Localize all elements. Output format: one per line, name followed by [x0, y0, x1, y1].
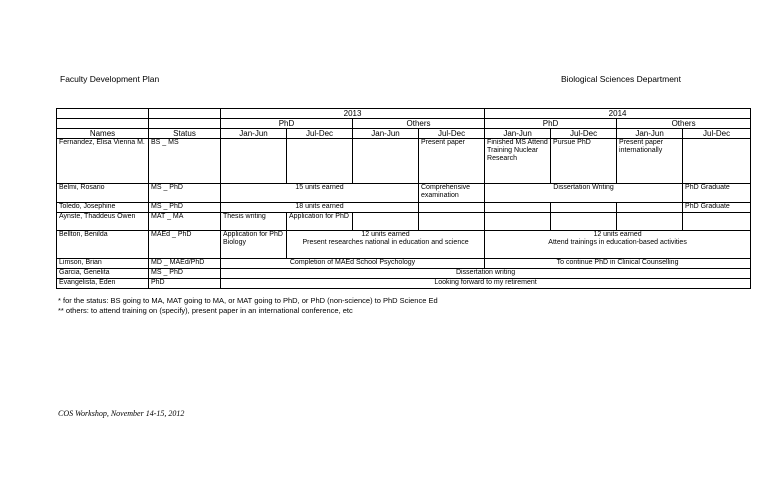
faculty-name: Belmi, Rosario [57, 184, 149, 203]
faculty-status: BS _ MS [149, 139, 221, 184]
units-earned-text: 12 units earned [593, 231, 642, 238]
table-cell [57, 119, 149, 129]
table-cell [617, 203, 683, 213]
table-row [57, 269, 751, 279]
plan-cell [287, 231, 485, 259]
period-header: Jul-Dec [683, 129, 751, 139]
table-row [57, 231, 751, 259]
plan-cell: Dissertation Writing [485, 184, 683, 203]
column-header-names: Names [57, 129, 149, 139]
faculty-status: MAEd _ PhD [149, 231, 221, 259]
plan-cell: Comprehensive examination [419, 184, 485, 203]
faculty-name: Toledo, Josephine [57, 203, 149, 213]
period-header: Jan-Jun [353, 129, 419, 139]
group-header-row [57, 119, 751, 129]
column-header-status: Status [149, 129, 221, 139]
faculty-name: Fernandez, Elisa Vienna M. [57, 139, 149, 184]
faculty-status: MS _ PhD [149, 184, 221, 203]
year-header-row [57, 109, 751, 119]
period-header-row [57, 129, 751, 139]
faculty-name: Aynste, Thaddeus Owen [57, 213, 149, 231]
period-header: Jan-Jun [617, 129, 683, 139]
table-cell [683, 213, 751, 231]
table-cell [221, 139, 287, 184]
faculty-plan-table [56, 108, 751, 289]
table-cell [551, 203, 617, 213]
table-cell [287, 139, 353, 184]
table-cell [419, 203, 485, 213]
plan-cell: Looking forward to my retirement [221, 279, 751, 289]
table-cell [419, 213, 485, 231]
footnote-others: ** others: to attend training on (specify), present paper in an international conference, etc [58, 306, 353, 315]
group-others-2013: Others [353, 119, 485, 129]
table-row [57, 139, 751, 184]
faculty-name: Evangelista, Eden [57, 279, 149, 289]
period-header: Jan-Jun [221, 129, 287, 139]
faculty-name: Garcia, Genelita [57, 269, 149, 279]
table-cell [683, 139, 751, 184]
table-cell [57, 109, 149, 119]
group-phd-2014: PhD [485, 119, 617, 129]
plan-cell: To continue PhD in Clinical Counselling [485, 259, 751, 269]
period-header: Jul-Dec [419, 129, 485, 139]
table-row [57, 184, 751, 203]
footnote-status: * for the status: BS going to MA, MAT going to MA, or MAT going to PhD, or PhD (non-science) to PhD Science Ed [58, 296, 438, 305]
faculty-name: Limson, Brian [57, 259, 149, 269]
plan-cell: Present paper [419, 139, 485, 184]
period-header: Jul-Dec [551, 129, 617, 139]
plan-cell [485, 231, 751, 259]
plan-text: Attend trainings in education-based activities [548, 239, 687, 246]
table-cell [617, 213, 683, 231]
plan-cell: 15 units earned [221, 184, 419, 203]
faculty-status: MAT _ MA [149, 213, 221, 231]
table-cell [551, 213, 617, 231]
plan-cell: Pursue PhD [551, 139, 617, 184]
faculty-status: MD _ MAEd/PhD [149, 259, 221, 269]
period-header: Jan-Jun [485, 129, 551, 139]
plan-cell: Application for PhD Biology [221, 231, 287, 259]
plan-cell: Present paper internationally [617, 139, 683, 184]
faculty-status: MS _ PhD [149, 269, 221, 279]
table-cell [149, 119, 221, 129]
plan-text: Present researches national in education and science [302, 239, 469, 246]
plan-cell: Application for PhD [287, 213, 353, 231]
table-cell [485, 213, 551, 231]
faculty-status: MS _ PhD [149, 203, 221, 213]
faculty-status: PhD [149, 279, 221, 289]
faculty-name: Bellton, Benilda [57, 231, 149, 259]
table-row [57, 279, 751, 289]
department-name: Biological Sciences Department [561, 74, 682, 84]
table-row [57, 259, 751, 269]
year-2014: 2014 [485, 109, 751, 119]
table-cell [353, 213, 419, 231]
plan-cell: PhD Graduate [683, 184, 751, 203]
plan-cell: PhD Graduate [683, 203, 751, 213]
group-others-2014: Others [617, 119, 751, 129]
footnotes [58, 296, 438, 316]
plan-cell: 18 units earned [221, 203, 419, 213]
document-title: Faculty Development Plan [60, 74, 160, 84]
plan-cell: Completion of MAEd School Psychology [221, 259, 485, 269]
table-cell [353, 139, 419, 184]
year-2013: 2013 [221, 109, 485, 119]
table-row [57, 213, 751, 231]
units-earned-text: 12 units earned [361, 231, 410, 238]
period-header: Jul-Dec [287, 129, 353, 139]
plan-cell: Finished MS Attend Training Nuclear Research [485, 139, 551, 184]
table-cell [485, 203, 551, 213]
plan-cell: Thesis writing [221, 213, 287, 231]
table-cell [149, 109, 221, 119]
table-row [57, 203, 751, 213]
plan-cell: Dissertation writing [221, 269, 751, 279]
group-phd-2013: PhD [221, 119, 353, 129]
workshop-footer: COS Workshop, November 14-15, 2012 [58, 409, 185, 418]
